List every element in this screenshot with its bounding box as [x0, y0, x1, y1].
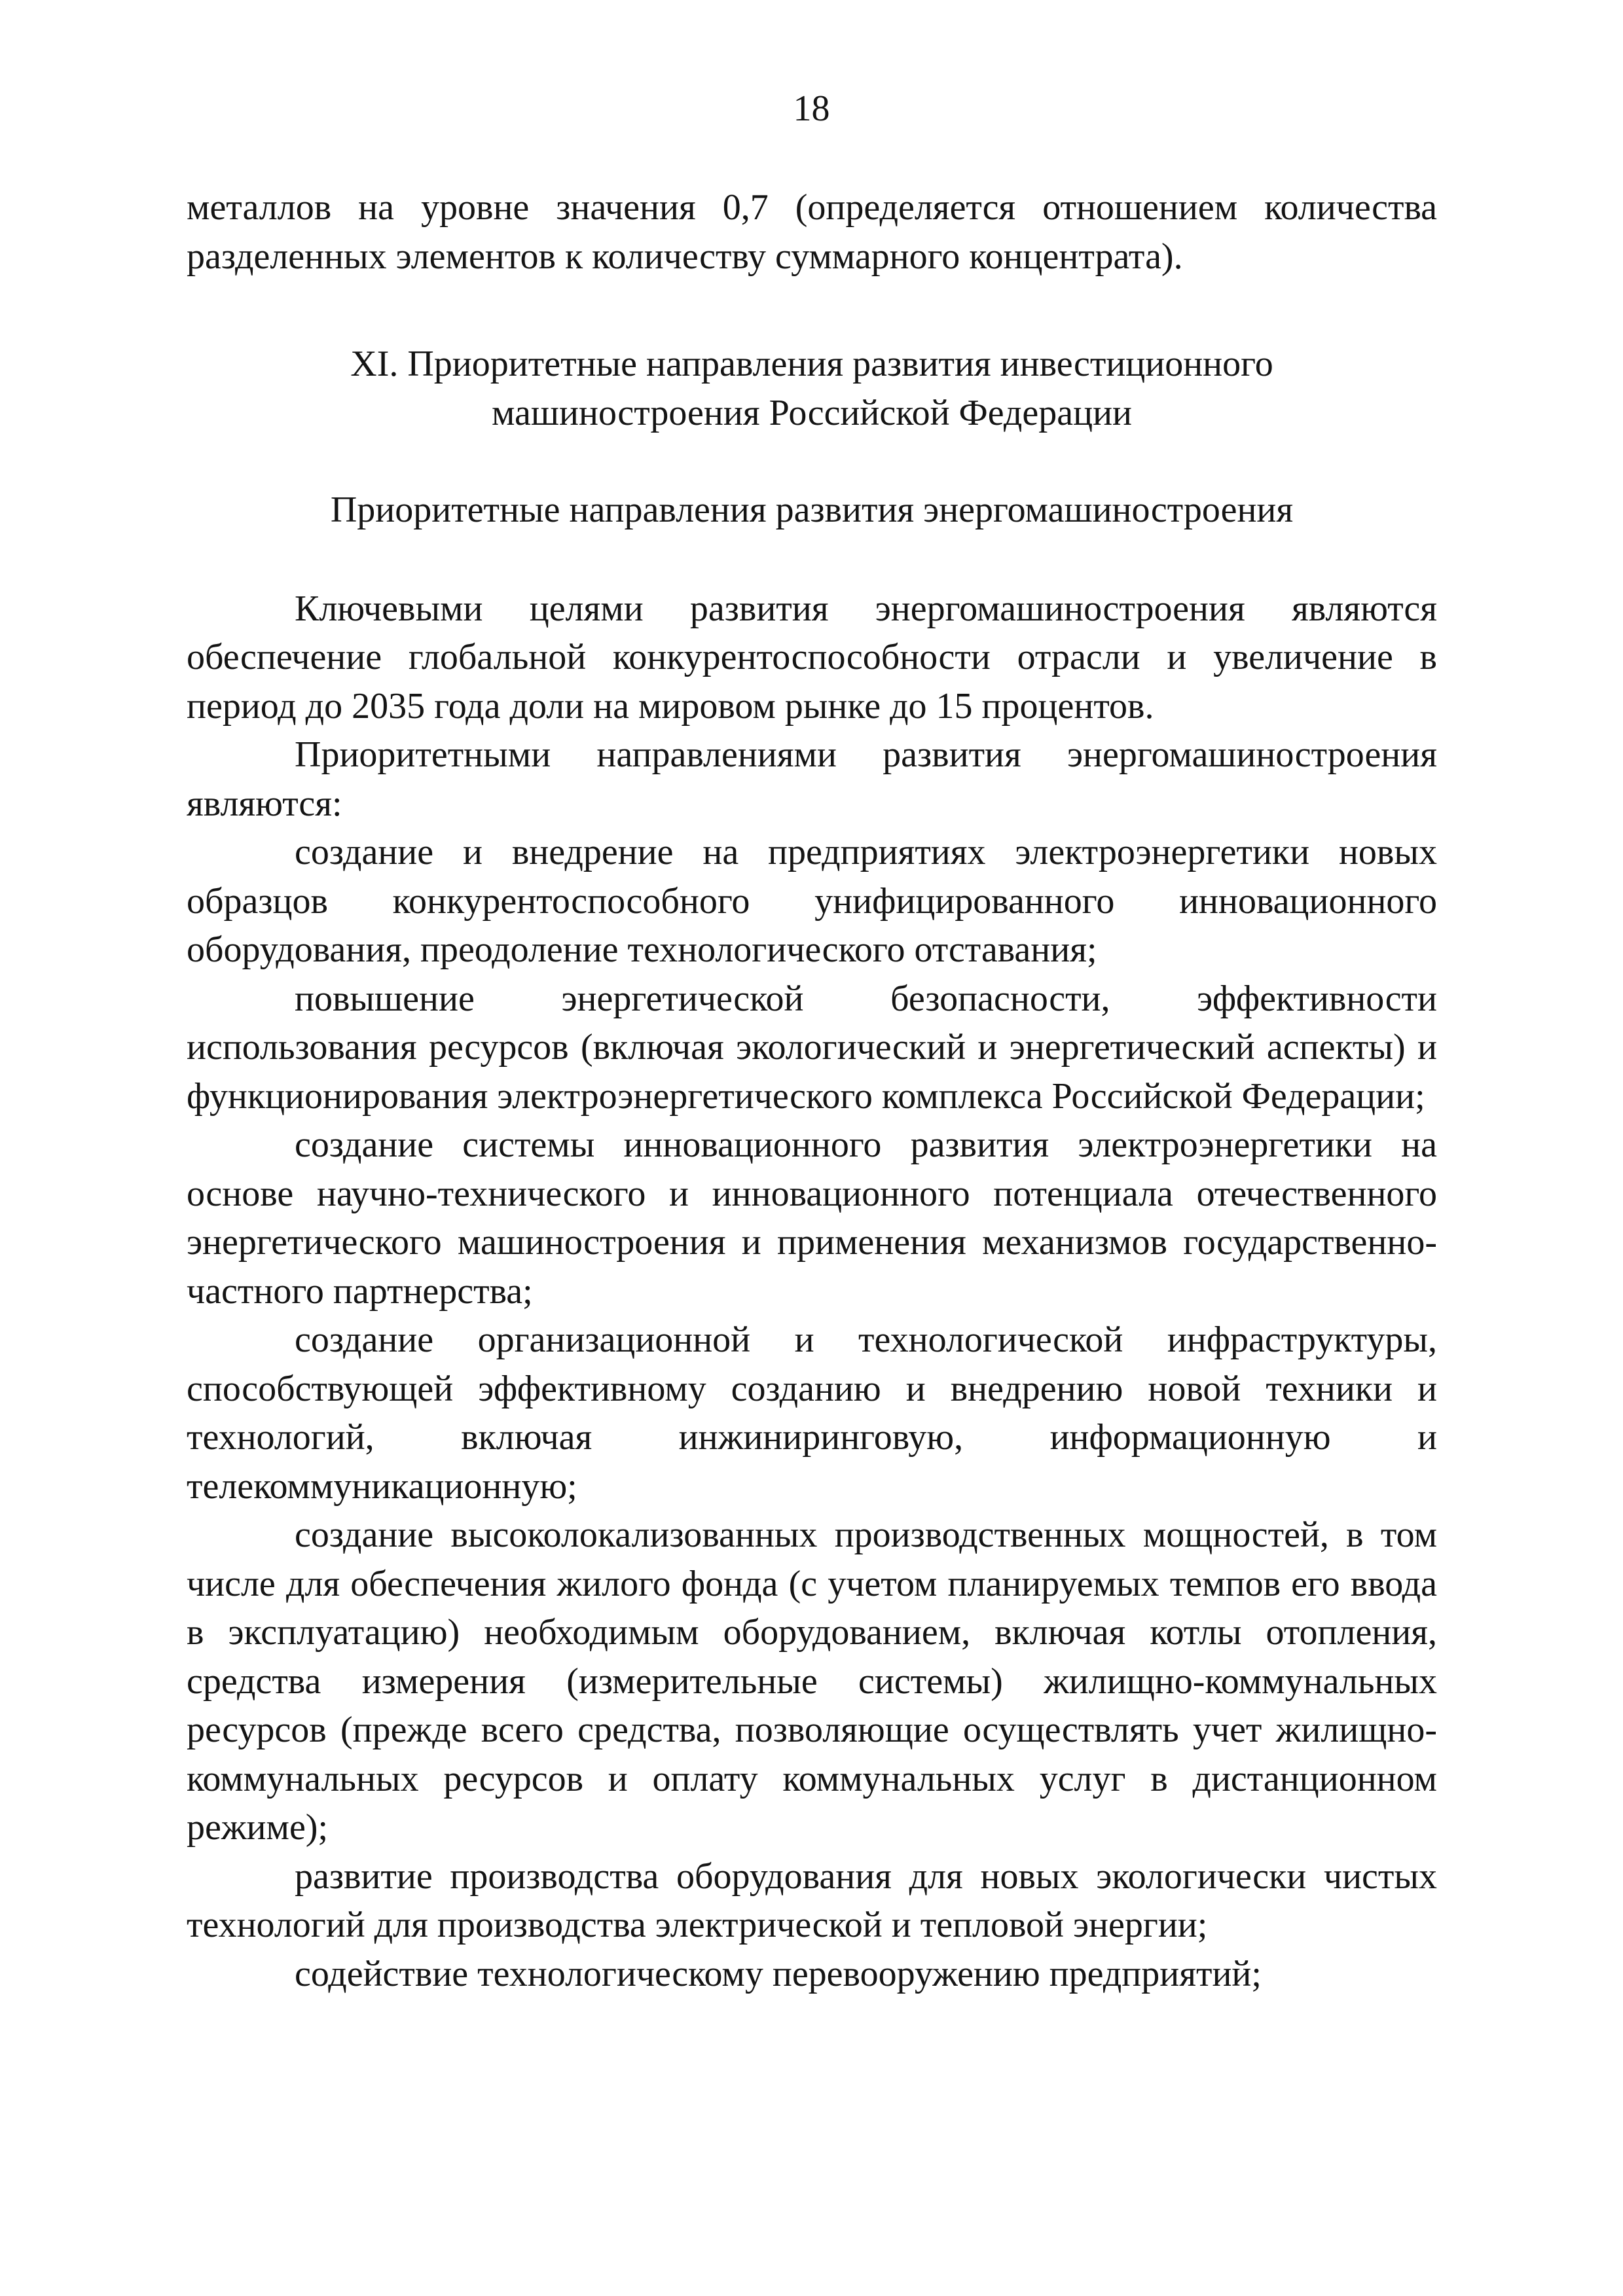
paragraph-key-goals: Ключевыми целями развития энергомашиностроения являются обеспечение глобальной конкурентоспособности отрасли и увеличение в период до 2035 года доли на мировом рынке до 15 процентов. [187, 588, 1437, 726]
list-item-infrastructure: создание организационной и технологической инфраструктуры, способствующей эффективному созданию и внедрению новой техники и технологий, включая инжиниринговую, информационную и телекоммуникационную; [187, 1319, 1437, 1507]
list-item-clean-tech: развитие производства оборудования для новых экологически чистых технологий для производства электрической и тепловой энергии; [187, 1856, 1437, 1945]
page-number: 18 [793, 88, 830, 129]
list-item-innovation-system: создание системы инновационного развития электроэнергетики на основе научно-технического и инновационного потенциала отечественного энергетического машиностроения и применения механизмов государственно-частного партнерства; [187, 1124, 1437, 1312]
section-title [187, 340, 1437, 437]
document-body [187, 183, 1437, 1998]
section-title-line-1: XI. Приоритетные направления развития инвестиционного [350, 344, 1273, 384]
paragraph-priority-intro: Приоритетными направлениями развития энергомашиностроения являются: [187, 734, 1437, 824]
intro-paragraph: металлов на уровне значения 0,7 (определяется отношением количества разделенных элементов к количеству суммарного концентрата). [187, 187, 1437, 277]
list-item-new-equipment: создание и внедрение на предприятиях электроэнергетики новых образцов конкурентоспособного унифицированного инновационного оборудования, преодоление технологического отставания; [187, 832, 1437, 970]
list-item-energy-security: повышение энергетической безопасности, эффективности использования ресурсов (включая экологический и энергетический аспекты) и функционирования электроэнергетического комплекса Российской Федерации; [187, 978, 1437, 1117]
section-title-line-2: машиностроения Российской Федерации [491, 392, 1133, 433]
section-subtitle: Приоритетные направления развития энергомашиностроения [330, 490, 1294, 530]
list-item-production-capacity: создание высоколокализованных производственных мощностей, в том числе для обеспечения жилого фонда (с учетом планируемых темпов его ввода в эксплуатацию) необходимым оборудованием, включая котлы отопления, средства измерения (измерительные системы) жилищно-коммунальных ресурсов (прежде всего средства, позволяющие осуществлять учет жилищно-коммунальных ресурсов и оплату коммунальных услуг в дистанционном режиме); [187, 1515, 1437, 1848]
list-item-re-equipment: содействие технологическому перевооружению предприятий; [295, 1953, 1262, 1994]
